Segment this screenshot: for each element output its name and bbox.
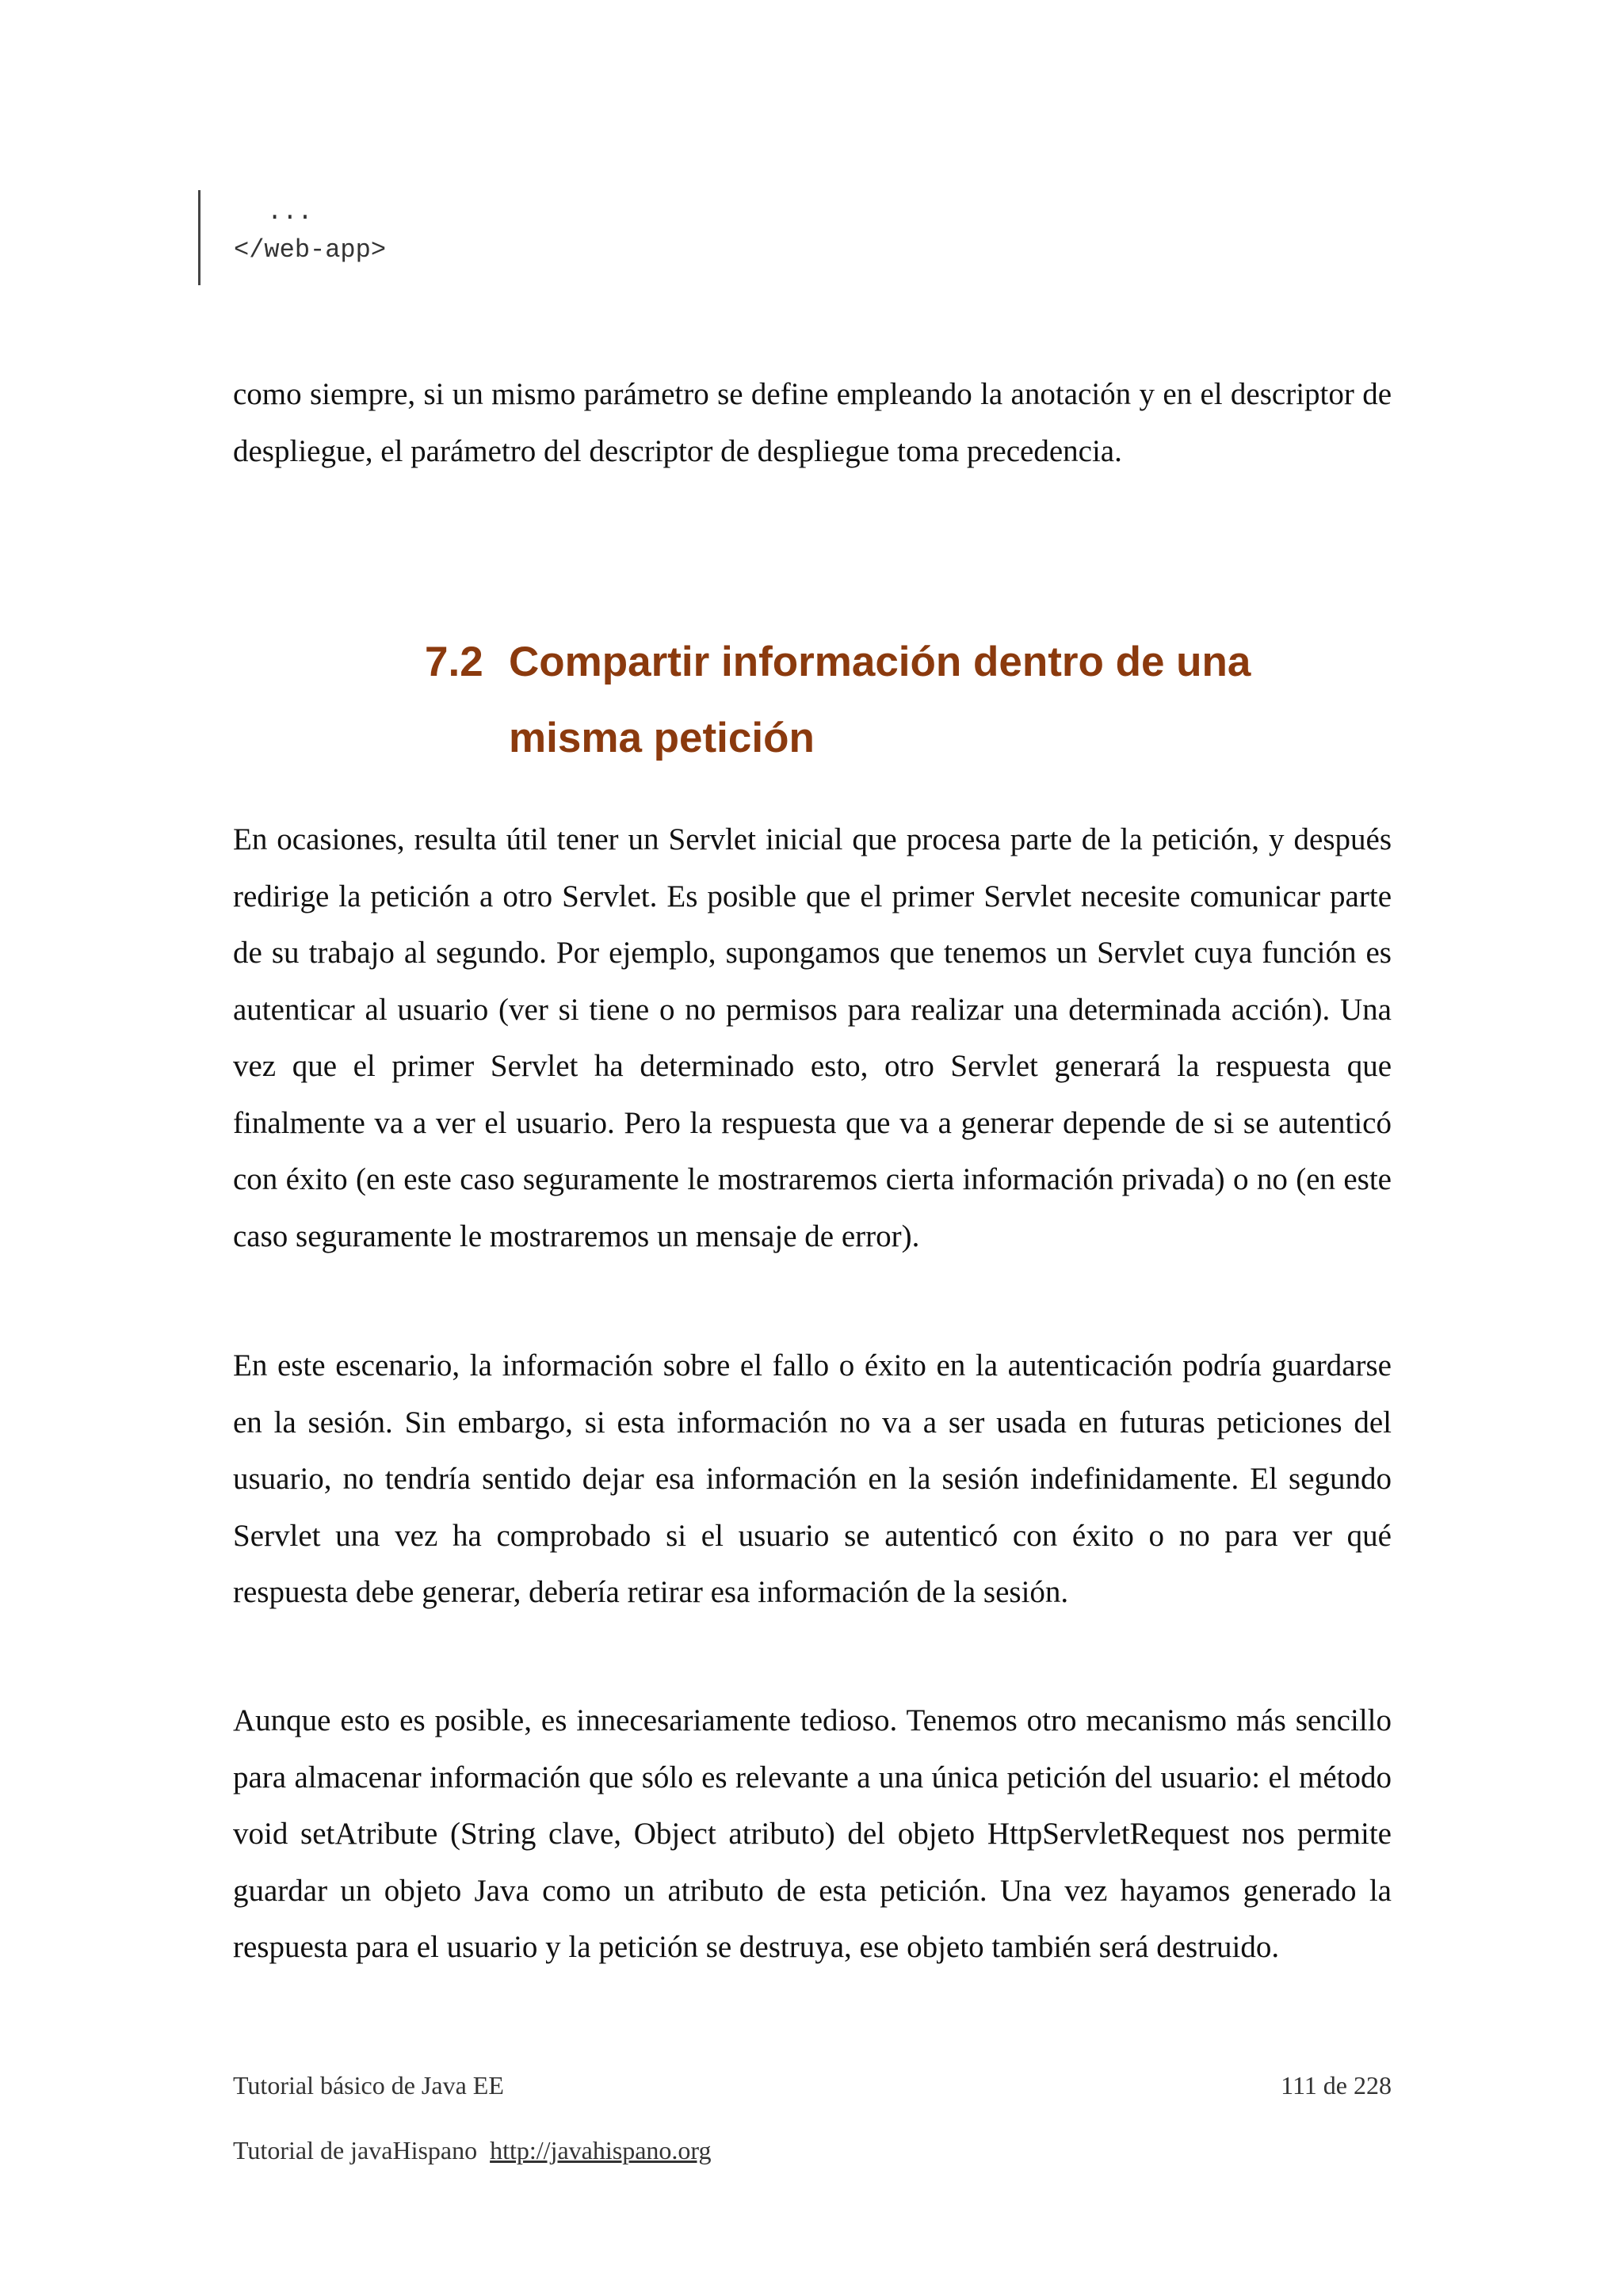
- body-paragraph-1: En ocasiones, resulta útil tener un Servlet inicial que procesa parte de la petición, y después redirige la petición a otro Servlet. Es posible que el primer Servlet necesite comunicar parte de su trabajo al segundo. Por ejemplo, supongamos que tenemos un Servlet cuya función es autenticar al usuario (ver si tiene o no permisos para realizar una determinada acción). Una vez que el primer Servlet ha determinado esto, otro Servlet generará la respuesta que finalmente va a ver el usuario. Pero la respuesta que va a generar depende de si se autenticó con éxito (en este caso seguramente le mostraremos cierta información privada) o no (en este caso seguramente le mostraremos un mensaje de error).: [233, 822, 1392, 1253]
- section-number: 7.2: [425, 639, 483, 685]
- page-separator: de: [1323, 2071, 1347, 2100]
- body-paragraph-3: Aunque esto es posible, es innecesariamente tedioso. Tenemos otro mecanismo más sencillo para almacenar información que sólo es relevante a una única petición del usuario: el método void setAtribute (String clave, Object atributo) del objeto HttpServletRequest nos permite guardar un objeto Java como un atributo de esta petición. Una vez hayamos generado la respuesta para el usuario y la petición se destruya, ese objeto también será destruido.: [233, 1703, 1392, 1964]
- footer-publisher: [233, 2136, 711, 2165]
- footer-page-counter: [1281, 2071, 1392, 2100]
- publisher-text: Tutorial de javaHispano: [233, 2136, 478, 2164]
- code-line-closing-tag: </web-app>: [234, 235, 387, 265]
- intro-paragraph: como siempre, si un mismo parámetro se define empleando la anotación y en el descriptor de despliegue, el parámetro del descriptor de despliegue toma precedencia.: [233, 377, 1392, 468]
- code-snippet: [198, 190, 1389, 285]
- page-number: 111: [1281, 2071, 1317, 2100]
- publisher-link[interactable]: http://javahispano.org: [490, 2136, 712, 2164]
- section-title: Compartir información dentro de una misma petición: [509, 639, 1251, 761]
- page-total: 228: [1354, 2071, 1392, 2100]
- code-line-ellipsis: ...: [267, 197, 313, 227]
- footer-book-title: Tutorial básico de Java EE: [233, 2071, 504, 2100]
- body-paragraph-2: En este escenario, la información sobre el fallo o éxito en la autenticación podría guardarse en la sesión. Sin embargo, si esta información no va a ser usada en futuras peticiones del usuario, no tendría sentido dejar esa información en la sesión indefinidamente. El segundo Servlet una vez ha comprobado si el usuario se autenticó con éxito o no para ver qué respuesta debe generar, debería retirar esa información de la sesión.: [233, 1348, 1392, 1609]
